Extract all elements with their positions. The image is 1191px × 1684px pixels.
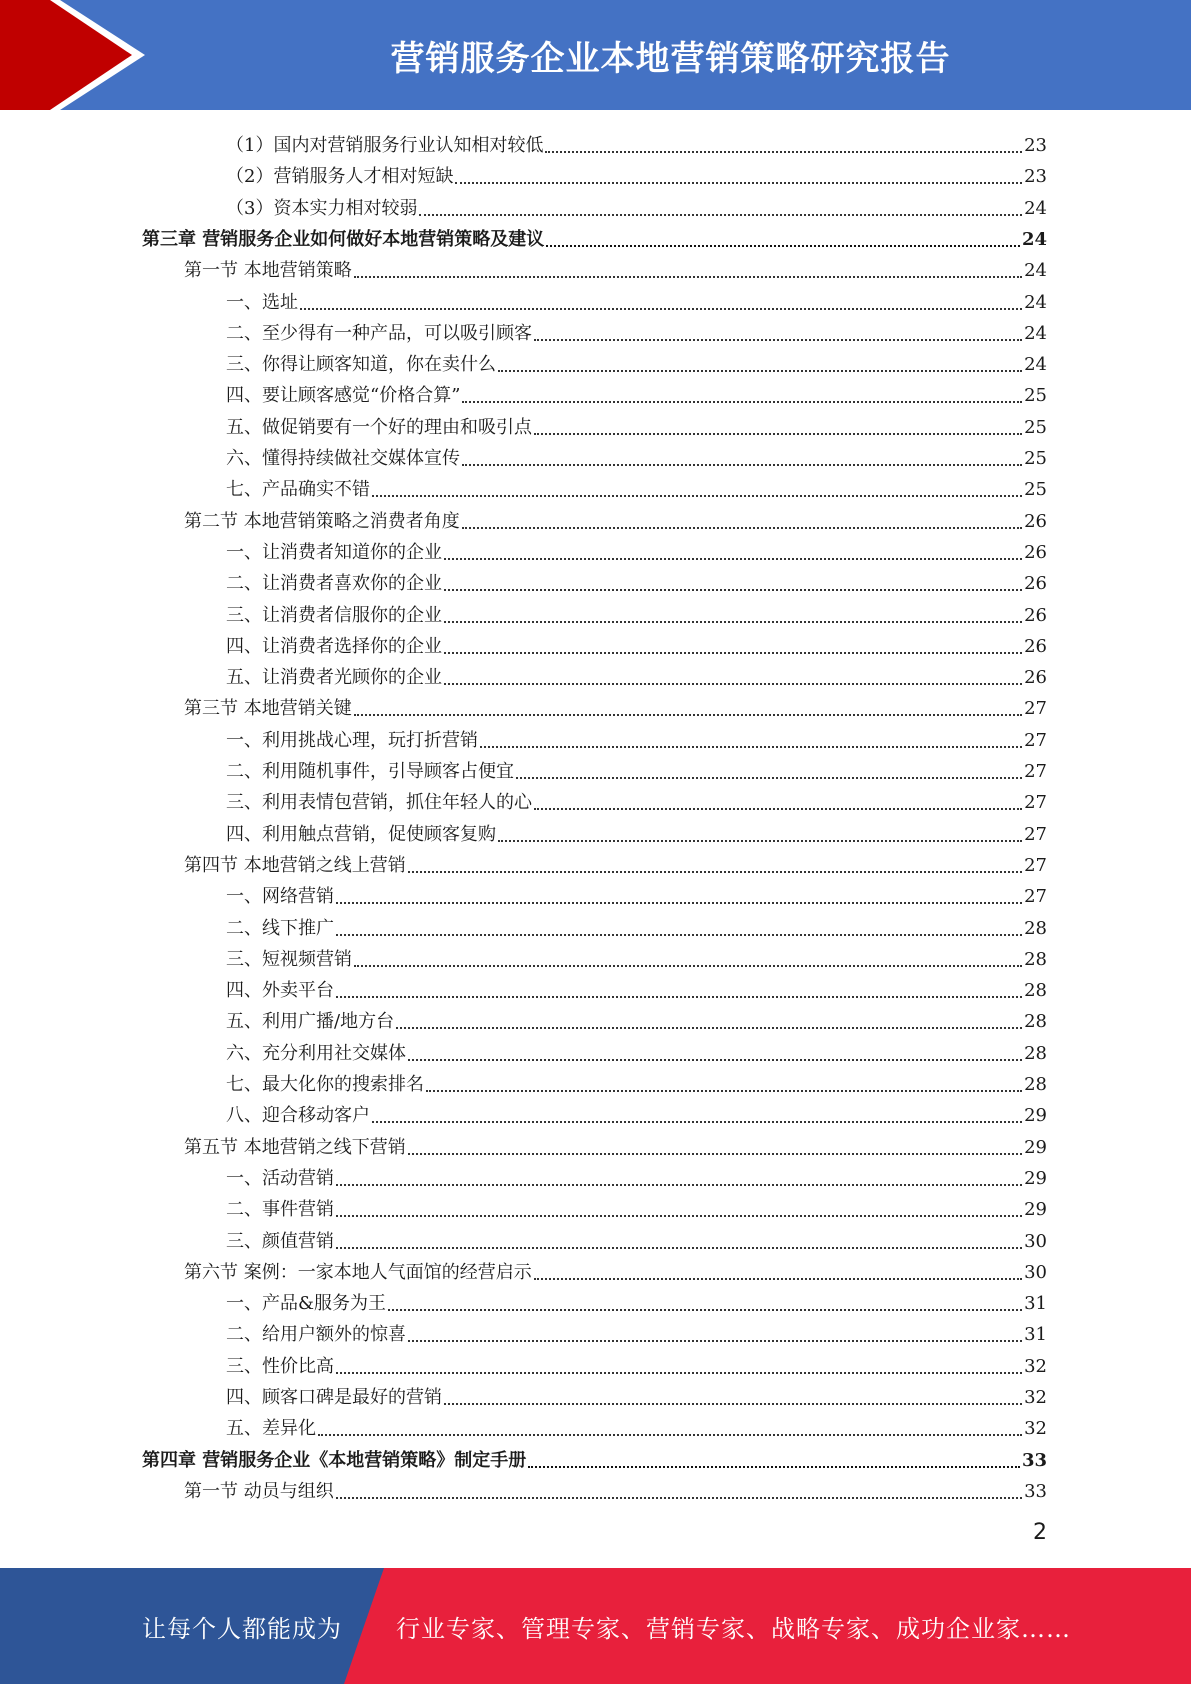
toc-entry-label: （1）国内对营销服务行业认知相对较低	[226, 135, 544, 156]
toc-dot-leader	[408, 871, 1022, 873]
toc-item-row[interactable]	[226, 314, 1047, 345]
toc-entry-label: 七、产品确实不错	[226, 479, 370, 500]
toc-entry-page: 30	[1024, 1262, 1047, 1283]
toc-item-row[interactable]	[226, 909, 1047, 940]
toc-entry-page: 25	[1024, 448, 1047, 469]
toc-entry-page: 27	[1024, 730, 1047, 751]
toc-item-row[interactable]	[226, 376, 1047, 407]
toc-entry-page: 24	[1024, 354, 1047, 375]
toc-entry-page: 26	[1024, 667, 1047, 688]
toc-dot-leader	[336, 934, 1022, 936]
toc-item-row[interactable]	[226, 1347, 1047, 1378]
toc-dot-leader	[354, 714, 1022, 716]
toc-entry-page: 25	[1024, 417, 1047, 438]
toc-dot-leader	[336, 996, 1022, 998]
toc-dot-leader	[354, 965, 1022, 967]
toc-entry-page: 26	[1024, 636, 1047, 657]
toc-item-row[interactable]	[226, 1409, 1047, 1440]
toc-dot-leader	[444, 621, 1022, 623]
toc-entry-page: 31	[1024, 1324, 1047, 1345]
toc-section-row[interactable]	[184, 1128, 1047, 1159]
toc-item-row[interactable]	[226, 1190, 1047, 1221]
toc-entry-label: 第一节 动员与组织	[184, 1481, 334, 1502]
toc-dot-leader	[462, 527, 1022, 529]
toc-item-row[interactable]	[226, 157, 1047, 188]
toc-dot-leader	[455, 182, 1022, 184]
toc-entry-label: 五、做促销要有一个好的理由和吸引点	[226, 417, 532, 438]
page-number: 2	[1033, 1520, 1047, 1545]
toc-item-row[interactable]	[226, 470, 1047, 501]
toc-entry-label: 七、最大化你的搜索排名	[226, 1074, 424, 1095]
toc-entry-label: （3）资本实力相对较弱	[226, 198, 418, 219]
toc-entry-page: 28	[1024, 1043, 1047, 1064]
toc-entry-page: 33	[1021, 1450, 1047, 1471]
toc-item-row[interactable]	[226, 345, 1047, 376]
toc-entry-page: 33	[1024, 1481, 1047, 1502]
toc-section-row[interactable]	[184, 689, 1047, 720]
toc-entry-label: 第五节 本地营销之线下营销	[184, 1137, 406, 1158]
toc-item-row[interactable]	[226, 971, 1047, 1002]
toc-dot-leader	[372, 495, 1022, 497]
toc-item-row[interactable]	[226, 439, 1047, 470]
toc-entry-label: 三、让消费者信服你的企业	[226, 605, 442, 626]
toc-dot-leader	[408, 1153, 1022, 1155]
toc-entry-label: 二、事件营销	[226, 1199, 334, 1220]
toc-entry-page: 23	[1024, 135, 1047, 156]
toc-entry-label: 第四节 本地营销之线上营销	[184, 855, 406, 876]
toc-entry-label: 一、利用挑战心理，玩打折营销	[226, 730, 478, 751]
toc-entry-page: 25	[1024, 479, 1047, 500]
toc-item-row[interactable]	[226, 1315, 1047, 1346]
toc-section-row[interactable]	[184, 502, 1047, 533]
toc-dot-leader	[546, 245, 1020, 247]
toc-entry-label: （2）营销服务人才相对短缺	[226, 166, 454, 187]
toc-entry-label: 二、至少得有一种产品，可以吸引顾客	[226, 323, 532, 344]
toc-dot-leader	[480, 746, 1022, 748]
toc-entry-page: 26	[1024, 573, 1047, 594]
toc-dot-leader	[419, 214, 1022, 216]
toc-dot-leader	[534, 808, 1022, 810]
toc-dot-leader	[388, 1309, 1022, 1311]
toc-dot-leader	[336, 902, 1022, 904]
toc-item-row[interactable]	[226, 1284, 1047, 1315]
toc-item-row[interactable]	[226, 533, 1047, 564]
toc-item-row[interactable]	[226, 940, 1047, 971]
toc-item-row[interactable]	[226, 877, 1047, 908]
toc-chapter-row[interactable]	[142, 220, 1047, 251]
toc-dot-leader	[444, 558, 1022, 560]
toc-entry-page: 27	[1024, 855, 1047, 876]
toc-entry-label: 第四章 营销服务企业《本地营销策略》制定手册	[142, 1450, 527, 1471]
toc-dot-leader	[318, 1434, 1022, 1436]
toc-section-row[interactable]	[184, 1253, 1047, 1284]
toc-item-row[interactable]	[226, 126, 1047, 157]
toc-entry-label: 第六节 案例：一家本地人气面馆的经营启示	[184, 1262, 532, 1283]
toc-dot-leader	[534, 339, 1022, 341]
toc-item-row[interactable]	[226, 783, 1047, 814]
toc-entry-page: 27	[1024, 886, 1047, 907]
toc-entry-label: 六、充分利用社交媒体	[226, 1043, 406, 1064]
toc-entry-page: 32	[1024, 1356, 1047, 1377]
toc-entry-label: 四、顾客口碑是最好的营销	[226, 1387, 442, 1408]
toc-item-row[interactable]	[226, 189, 1047, 220]
toc-dot-leader	[516, 777, 1022, 779]
toc-dot-leader	[528, 1466, 1020, 1468]
toc-dot-leader	[444, 589, 1022, 591]
toc-section-row[interactable]	[184, 846, 1047, 877]
toc-entry-label: 三、短视频营销	[226, 949, 352, 970]
toc-dot-leader	[534, 433, 1022, 435]
toc-dot-leader	[462, 401, 1022, 403]
toc-dot-leader	[545, 151, 1022, 153]
toc-item-row[interactable]	[226, 1096, 1047, 1127]
toc-entry-page: 27	[1024, 761, 1047, 782]
toc-item-row[interactable]	[226, 1034, 1047, 1065]
toc-entry-page: 30	[1024, 1231, 1047, 1252]
toc-entry-page: 29	[1024, 1168, 1047, 1189]
toc-dot-leader	[462, 464, 1022, 466]
toc-entry-page: 31	[1024, 1293, 1047, 1314]
footer-slogan-right: 行业专家、管理专家、营销专家、战略专家、成功企业家……	[396, 1614, 1071, 1643]
toc-entry-page: 28	[1024, 949, 1047, 970]
toc-entry-page: 32	[1024, 1418, 1047, 1439]
toc-dot-leader	[534, 1278, 1022, 1280]
toc-dot-leader	[336, 1184, 1022, 1186]
toc-entry-label: 五、差异化	[226, 1418, 316, 1439]
toc-dot-leader	[444, 683, 1022, 685]
toc-item-row[interactable]	[226, 1222, 1047, 1253]
page-header	[0, 0, 1191, 110]
toc-item-row[interactable]	[226, 1159, 1047, 1190]
toc-dot-leader	[354, 276, 1022, 278]
toc-dot-leader	[396, 1027, 1022, 1029]
toc-item-row[interactable]	[226, 1065, 1047, 1096]
toc-chapter-row[interactable]	[142, 1441, 1047, 1472]
toc-item-row[interactable]	[226, 627, 1047, 658]
toc-entry-page: 24	[1024, 198, 1047, 219]
toc-dot-leader	[408, 1059, 1022, 1061]
toc-entry-label: 四、利用触点营销，促使顾客复购	[226, 824, 496, 845]
toc-entry-label: 五、利用广播/地方台	[226, 1011, 395, 1032]
toc-entry-label: 二、让消费者喜欢你的企业	[226, 573, 442, 594]
toc-entry-label: 三、性价比高	[226, 1356, 334, 1377]
toc-entry-label: 第三章 营销服务企业如何做好本地营销策略及建议	[142, 229, 545, 250]
toc-entry-label: 五、让消费者光顾你的企业	[226, 667, 442, 688]
page-footer	[0, 1568, 1191, 1684]
toc-dot-leader	[408, 1340, 1022, 1342]
toc-entry-label: 三、利用表情包营销，抓住年轻人的心	[226, 792, 532, 813]
toc-dot-leader	[426, 1090, 1022, 1092]
toc-dot-leader	[372, 1121, 1022, 1123]
toc-entry-label: 四、要让顾客感觉“价格合算”	[226, 385, 461, 406]
toc-entry-page: 24	[1024, 292, 1047, 313]
toc-dot-leader	[336, 1372, 1022, 1374]
toc-dot-leader	[498, 840, 1022, 842]
toc-entry-page: 23	[1024, 166, 1047, 187]
toc-entry-page: 26	[1024, 511, 1047, 532]
toc-entry-page: 29	[1024, 1105, 1047, 1126]
toc-item-row[interactable]	[226, 564, 1047, 595]
toc-dot-leader	[300, 308, 1022, 310]
toc-item-row[interactable]	[226, 752, 1047, 783]
toc-entry-page: 24	[1021, 229, 1047, 250]
toc-entry-label: 三、你得让顾客知道，你在卖什么	[226, 354, 496, 375]
toc-entry-label: 一、网络营销	[226, 886, 334, 907]
toc-dot-leader	[336, 1247, 1022, 1249]
report-title: 营销服务企业本地营销策略研究报告	[390, 38, 951, 79]
toc-item-row[interactable]	[226, 283, 1047, 314]
toc-entry-label: 二、利用随机事件，引导顾客占便宜	[226, 761, 514, 782]
toc-item-row[interactable]	[226, 721, 1047, 752]
toc-entry-page: 27	[1024, 824, 1047, 845]
toc-dot-leader	[444, 652, 1022, 654]
toc-entry-page: 26	[1024, 605, 1047, 626]
toc-entry-label: 第三节 本地营销关键	[184, 698, 352, 719]
red-chevron-icon	[0, 0, 160, 110]
toc-entry-label: 三、颜值营销	[226, 1231, 334, 1252]
toc-section-row[interactable]	[184, 251, 1047, 282]
toc-item-row[interactable]	[226, 815, 1047, 846]
toc-entry-page: 24	[1024, 260, 1047, 281]
footer-slogan-left: 让每个人都能成为	[142, 1614, 342, 1643]
toc-entry-page: 29	[1024, 1199, 1047, 1220]
toc-item-row[interactable]	[226, 1378, 1047, 1409]
toc-entry-label: 六、懂得持续做社交媒体宣传	[226, 448, 460, 469]
toc-entry-page: 26	[1024, 542, 1047, 563]
toc-entry-label: 一、让消费者知道你的企业	[226, 542, 442, 563]
toc-item-row[interactable]	[226, 658, 1047, 689]
toc-entry-label: 第一节 本地营销策略	[184, 260, 352, 281]
toc-item-row[interactable]	[226, 1002, 1047, 1033]
toc-entry-page: 28	[1024, 918, 1047, 939]
toc-entry-label: 一、产品&服务为王	[226, 1293, 387, 1314]
toc-entry-page: 25	[1024, 385, 1047, 406]
toc-entry-label: 八、迎合移动客户	[226, 1105, 370, 1126]
toc-entry-label: 四、外卖平台	[226, 980, 334, 1001]
toc-entry-page: 27	[1024, 698, 1047, 719]
toc-entry-page: 28	[1024, 980, 1047, 1001]
toc-entry-page: 28	[1024, 1074, 1047, 1095]
toc-dot-leader	[336, 1215, 1022, 1217]
toc-section-row[interactable]	[184, 1472, 1047, 1503]
toc-dot-leader	[498, 370, 1022, 372]
toc-entry-label: 一、活动营销	[226, 1168, 334, 1189]
toc-entry-page: 27	[1024, 792, 1047, 813]
toc-entry-label: 第二节 本地营销策略之消费者角度	[184, 511, 460, 532]
toc-entry-page: 24	[1024, 323, 1047, 344]
toc-entry-page: 28	[1024, 1011, 1047, 1032]
toc-entry-label: 二、给用户额外的惊喜	[226, 1324, 406, 1345]
toc-item-row[interactable]	[226, 408, 1047, 439]
toc-entry-label: 二、线下推广	[226, 918, 334, 939]
toc-entry-label: 一、选址	[226, 292, 298, 313]
toc-dot-leader	[444, 1403, 1022, 1405]
toc-entry-page: 29	[1024, 1137, 1047, 1158]
toc-dot-leader	[336, 1497, 1022, 1499]
toc-item-row[interactable]	[226, 596, 1047, 627]
toc-entry-page: 32	[1024, 1387, 1047, 1408]
toc-entry-label: 四、让消费者选择你的企业	[226, 636, 442, 657]
